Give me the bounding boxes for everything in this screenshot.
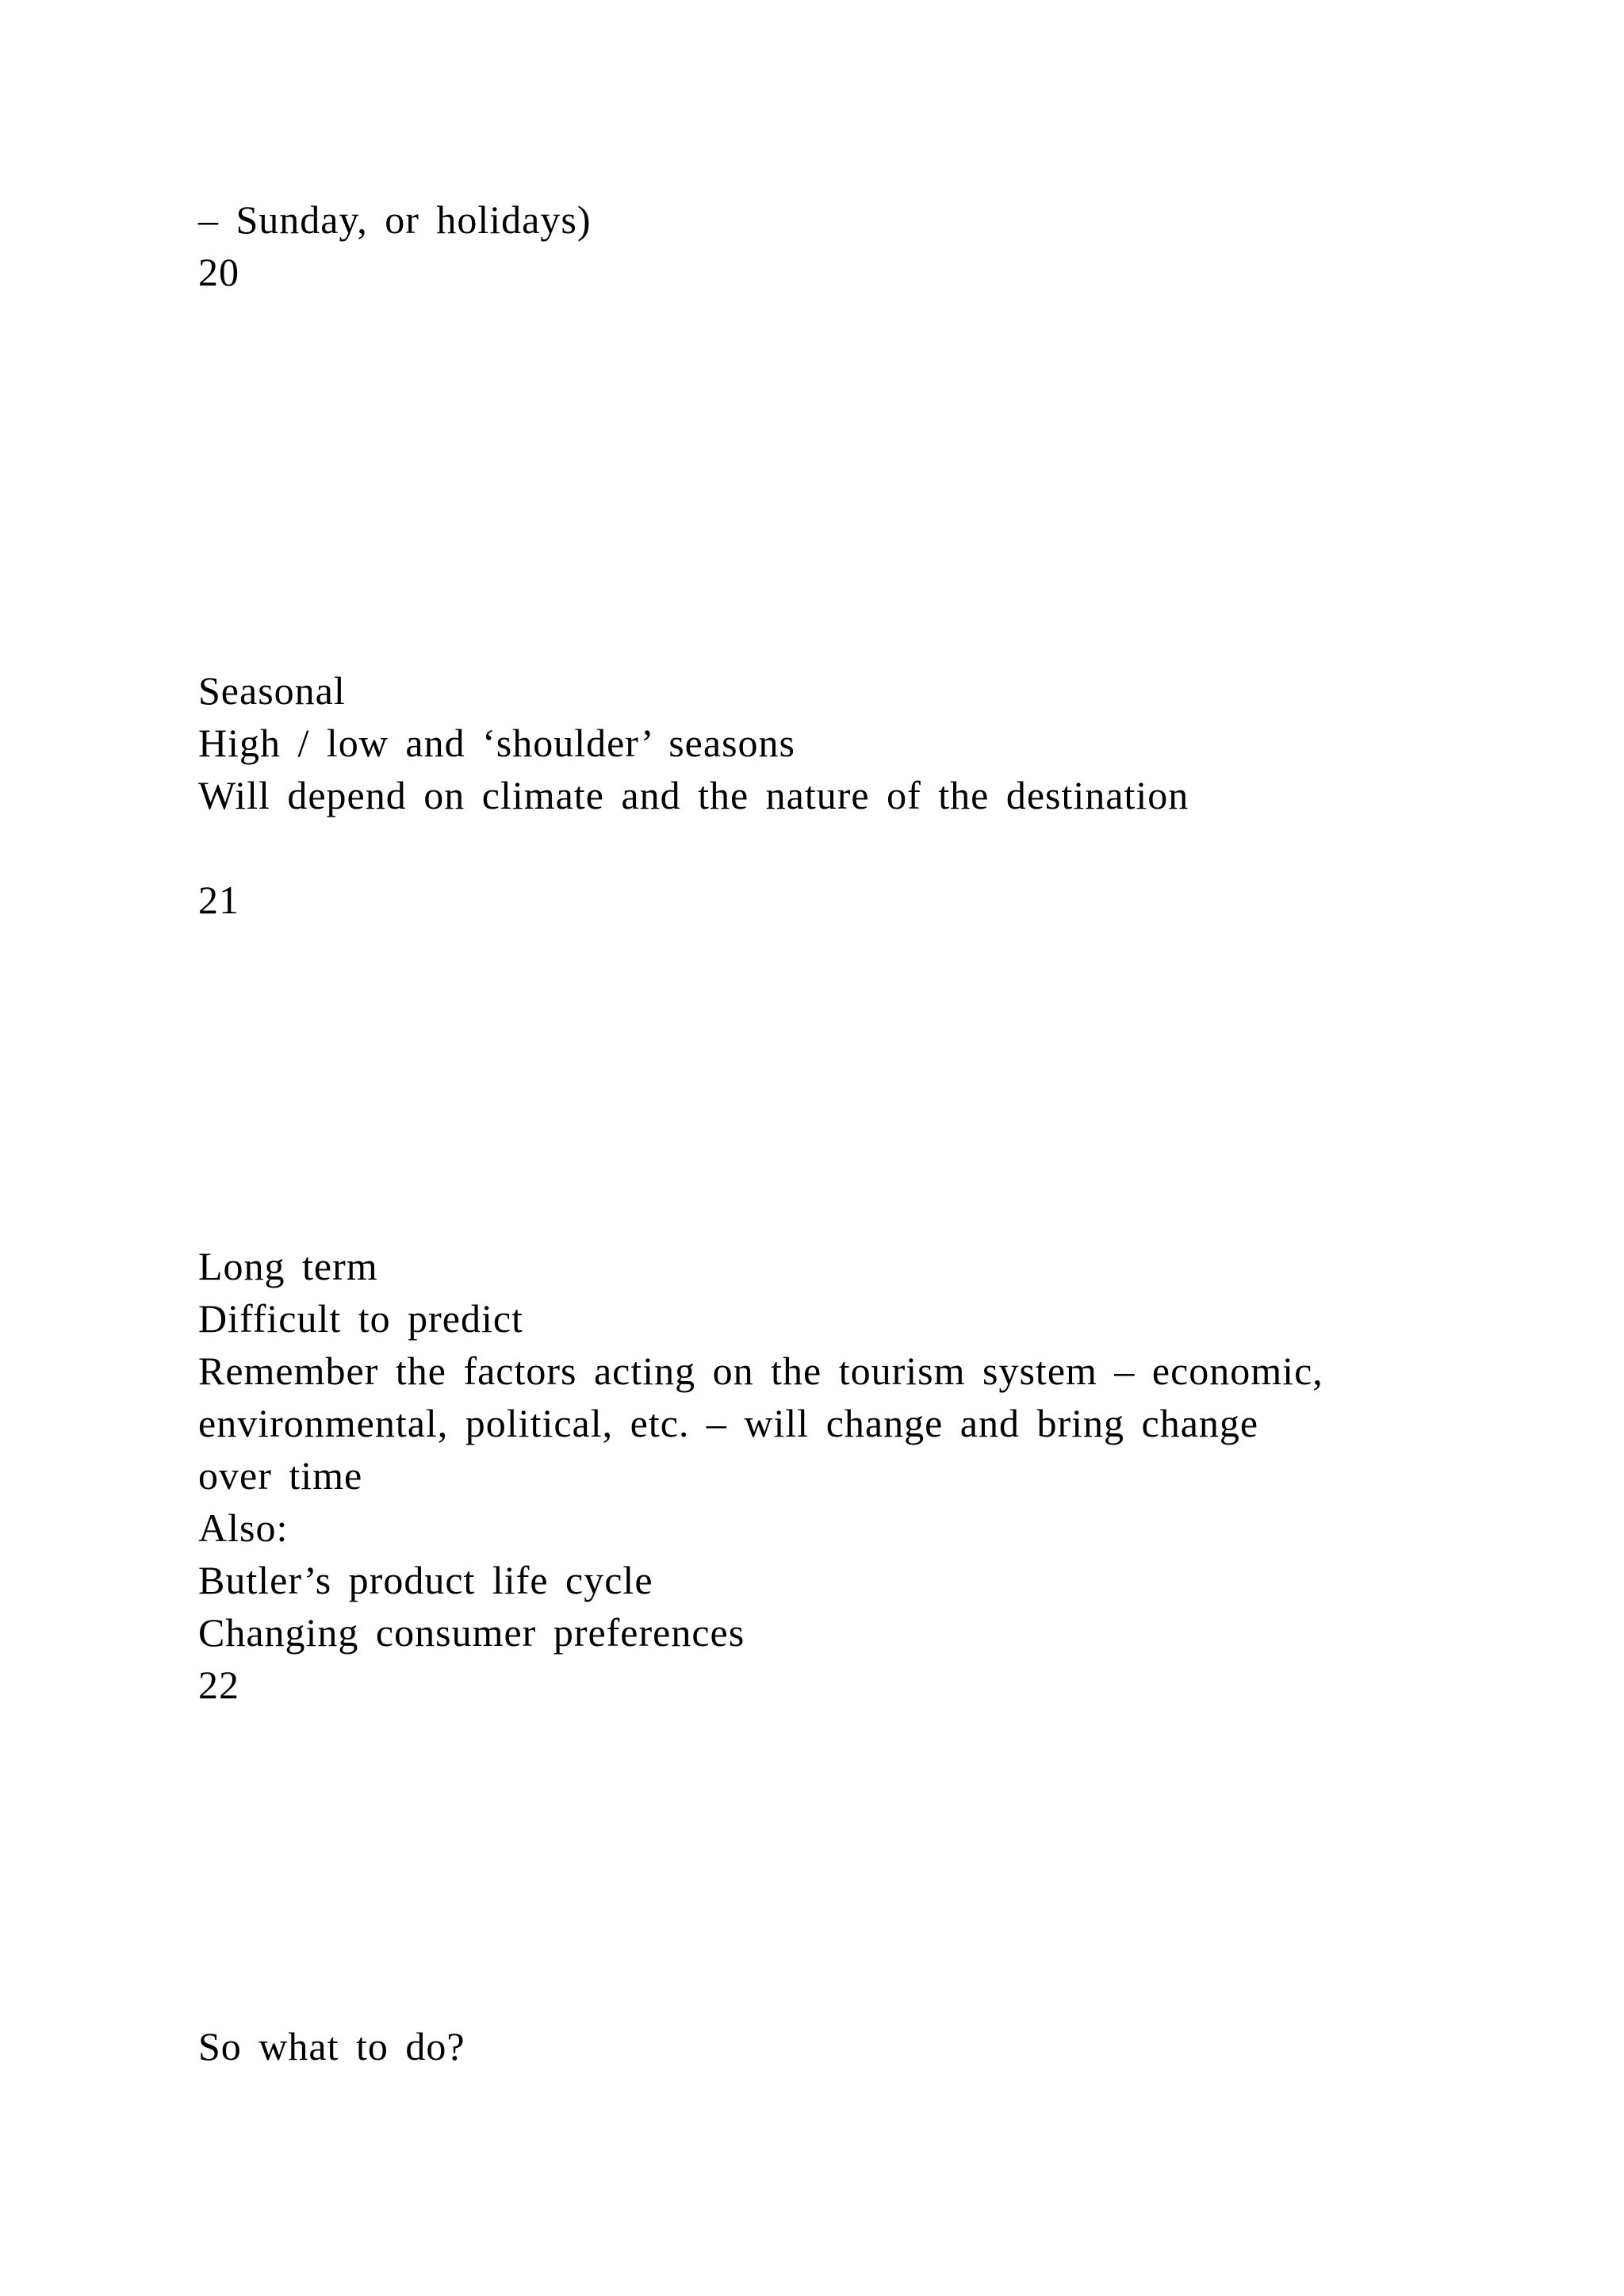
text-line: environmental, political, etc. – will change and bring change (198, 1401, 1259, 1445)
text-block-long-term (198, 1240, 1546, 1711)
page-number: 21 (198, 878, 239, 922)
text-line: Changing consumer preferences (198, 1610, 745, 1655)
text-line: – Sunday, or holidays) (198, 197, 592, 242)
text-line: Difficult to predict (198, 1296, 523, 1341)
text-line: Will depend on climate and the nature of the destination (198, 773, 1189, 817)
text-line: Also: (198, 1506, 289, 1550)
text-line: Remember the factors acting on the tourism system – economic, (198, 1349, 1323, 1393)
blank-line (198, 821, 1546, 874)
text-block-weekly (198, 193, 1546, 298)
text-block-what-to-do (198, 2020, 1546, 2072)
section-heading: Seasonal (198, 668, 346, 713)
section-heading: Long term (198, 1244, 378, 1288)
text-line: over time (198, 1453, 363, 1498)
text-line: Butler’s product life cycle (198, 1558, 653, 1602)
text-block-seasonal (198, 664, 1546, 926)
section-heading: So what to do? (198, 2024, 465, 2068)
page-number: 22 (198, 1663, 239, 1707)
page-number: 20 (198, 250, 239, 294)
text-line: High / low and ‘shoulder’ seasons (198, 721, 795, 765)
